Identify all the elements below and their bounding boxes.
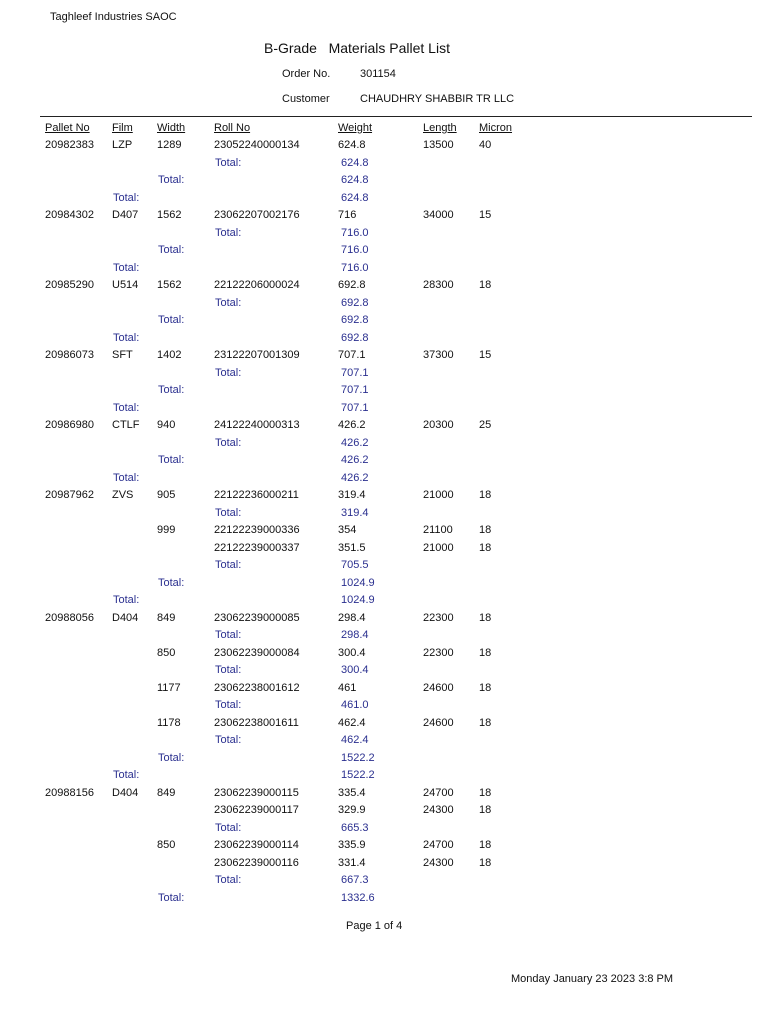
width-total-row bbox=[0, 577, 768, 595]
table-row bbox=[0, 524, 768, 542]
column-header-weight: Weight bbox=[338, 122, 373, 134]
micron-cell: 18 bbox=[479, 856, 492, 869]
total-value: 716.0 bbox=[341, 244, 369, 256]
table-row bbox=[0, 542, 768, 560]
total-value: 624.8 bbox=[341, 156, 369, 169]
weight-cell: 354 bbox=[338, 524, 357, 536]
total-label: Total: bbox=[215, 506, 242, 519]
length-cell: 24600 bbox=[423, 681, 454, 694]
roll-total-row bbox=[0, 507, 768, 525]
total-value: 692.8 bbox=[341, 296, 369, 309]
total-label: Total: bbox=[113, 261, 140, 274]
micron-cell: 18 bbox=[479, 279, 492, 291]
film-total-row bbox=[0, 402, 768, 420]
total-label: Total: bbox=[215, 156, 242, 169]
pallet-no-cell: 20988056 bbox=[45, 611, 94, 624]
total-value: 624.8 bbox=[341, 191, 369, 204]
total-label: Total: bbox=[215, 366, 242, 379]
table-row bbox=[0, 804, 768, 822]
roll-no-cell: 23122207001309 bbox=[214, 349, 300, 361]
width-cell: 1177 bbox=[157, 681, 181, 694]
table-row bbox=[0, 419, 768, 437]
total-value: 707.1 bbox=[341, 401, 369, 414]
micron-cell: 18 bbox=[479, 489, 492, 501]
total-value: 319.4 bbox=[341, 506, 369, 519]
pallet-no-cell: 20986073 bbox=[45, 349, 94, 361]
column-header-length: Length bbox=[423, 122, 457, 134]
width-cell: 1289 bbox=[157, 139, 182, 151]
total-value: 426.2 bbox=[341, 454, 369, 466]
roll-total-row bbox=[0, 559, 768, 577]
film-cell: D407 bbox=[112, 209, 139, 221]
width-cell: 999 bbox=[157, 524, 176, 536]
weight-cell: 298.4 bbox=[338, 611, 366, 624]
total-label: Total: bbox=[113, 769, 140, 781]
total-value: 707.1 bbox=[341, 366, 369, 379]
width-total-row bbox=[0, 752, 768, 770]
total-value: 298.4 bbox=[341, 629, 369, 641]
report-title: B-Grade Materials Pallet List bbox=[264, 40, 450, 56]
total-value: 716.0 bbox=[341, 261, 369, 274]
column-header-roll-no: Roll No bbox=[214, 122, 251, 134]
roll-total-row bbox=[0, 699, 768, 717]
weight-cell: 692.8 bbox=[338, 279, 366, 291]
roll-no-cell: 23052240000134 bbox=[214, 139, 300, 151]
page-number: Page 1 of 4 bbox=[346, 920, 403, 932]
length-cell: 24700 bbox=[423, 786, 454, 799]
total-label: Total: bbox=[158, 314, 185, 326]
width-total-row bbox=[0, 384, 768, 402]
weight-cell: 426.2 bbox=[338, 419, 366, 431]
width-cell: 850 bbox=[157, 839, 176, 851]
micron-cell: 18 bbox=[479, 541, 492, 554]
roll-total-row bbox=[0, 367, 768, 385]
roll-total-row bbox=[0, 157, 768, 175]
total-value: 300.4 bbox=[341, 664, 369, 676]
roll-total-row bbox=[0, 629, 768, 647]
film-total-row bbox=[0, 769, 768, 787]
length-cell: 21000 bbox=[423, 541, 454, 554]
roll-no-cell: 23062239000085 bbox=[214, 611, 300, 624]
micron-cell: 25 bbox=[479, 419, 492, 431]
total-label: Total: bbox=[158, 384, 185, 396]
width-cell: 849 bbox=[157, 611, 176, 624]
total-value: 1024.9 bbox=[341, 576, 375, 589]
total-value: 624.8 bbox=[341, 174, 369, 186]
weight-cell: 716 bbox=[338, 209, 357, 221]
roll-no-cell: 23062239000115 bbox=[214, 786, 299, 799]
weight-cell: 461 bbox=[338, 681, 357, 694]
roll-total-row bbox=[0, 734, 768, 752]
length-cell: 20300 bbox=[423, 419, 454, 431]
weight-cell: 300.4 bbox=[338, 646, 366, 659]
roll-total-row bbox=[0, 874, 768, 892]
pallet-no-cell: 20986980 bbox=[45, 419, 94, 431]
roll-no-cell: 22122239000337 bbox=[214, 541, 300, 554]
length-cell: 24700 bbox=[423, 839, 454, 851]
length-cell: 22300 bbox=[423, 646, 454, 659]
table-row bbox=[0, 349, 768, 367]
table-row bbox=[0, 717, 768, 735]
total-label: Total: bbox=[215, 664, 242, 676]
roll-no-cell: 23062238001611 bbox=[214, 716, 299, 729]
micron-cell: 18 bbox=[479, 611, 492, 624]
total-label: Total: bbox=[158, 244, 185, 256]
customer-label: Customer bbox=[282, 93, 330, 105]
film-total-row bbox=[0, 472, 768, 490]
total-label: Total: bbox=[113, 471, 140, 484]
customer-value: CHAUDHRY SHABBIR TR LLC bbox=[360, 93, 515, 105]
weight-cell: 462.4 bbox=[338, 716, 366, 729]
weight-cell: 335.9 bbox=[338, 839, 366, 851]
total-label: Total: bbox=[113, 331, 140, 344]
micron-cell: 15 bbox=[479, 349, 492, 361]
weight-cell: 329.9 bbox=[338, 804, 366, 816]
total-value: 462.4 bbox=[341, 734, 369, 746]
total-value: 1522.2 bbox=[341, 751, 375, 764]
roll-total-row bbox=[0, 822, 768, 840]
order-number-value: 301154 bbox=[360, 68, 396, 80]
width-cell: 849 bbox=[157, 786, 176, 799]
total-value: 716.0 bbox=[341, 226, 369, 239]
film-cell: LZP bbox=[112, 139, 133, 151]
table-row bbox=[0, 489, 768, 507]
roll-no-cell: 23062239000116 bbox=[214, 856, 299, 869]
table-row bbox=[0, 209, 768, 227]
film-cell: SFT bbox=[112, 349, 133, 361]
total-value: 426.2 bbox=[341, 436, 369, 449]
total-value: 426.2 bbox=[341, 471, 369, 484]
width-total-row bbox=[0, 892, 768, 910]
column-header-film: Film bbox=[112, 122, 133, 134]
total-value: 1522.2 bbox=[341, 769, 375, 781]
roll-total-row bbox=[0, 297, 768, 315]
total-value: 692.8 bbox=[341, 331, 369, 344]
roll-no-cell: 23062239000084 bbox=[214, 646, 300, 659]
table-row bbox=[0, 612, 768, 630]
roll-no-cell: 23062238001612 bbox=[214, 681, 300, 694]
width-cell: 940 bbox=[157, 419, 176, 431]
roll-no-cell: 22122206000024 bbox=[214, 279, 300, 291]
micron-cell: 18 bbox=[479, 524, 492, 536]
printed-timestamp: Monday January 23 2023 3:8 PM bbox=[511, 973, 674, 985]
pallet-no-cell: 20982383 bbox=[45, 139, 94, 151]
table-row bbox=[0, 139, 768, 157]
total-value: 705.5 bbox=[341, 559, 369, 571]
total-label: Total: bbox=[158, 751, 185, 764]
column-header-width: Width bbox=[157, 122, 186, 134]
width-cell: 1402 bbox=[157, 349, 182, 361]
length-cell: 22300 bbox=[423, 611, 454, 624]
roll-total-row bbox=[0, 437, 768, 455]
total-value: 461.0 bbox=[341, 699, 369, 711]
total-label: Total: bbox=[215, 296, 242, 309]
film-cell: U514 bbox=[112, 279, 139, 291]
micron-cell: 18 bbox=[479, 786, 492, 799]
roll-total-row bbox=[0, 227, 768, 245]
film-cell: ZVS bbox=[112, 489, 134, 501]
width-total-row bbox=[0, 244, 768, 262]
roll-no-cell: 23062239000114 bbox=[214, 839, 299, 851]
order-number-label: Order No. bbox=[282, 68, 331, 80]
total-value: 665.3 bbox=[341, 821, 369, 834]
film-cell: D404 bbox=[112, 786, 139, 799]
width-total-row bbox=[0, 314, 768, 332]
weight-cell: 331.4 bbox=[338, 856, 366, 869]
pallet-no-cell: 20987962 bbox=[45, 489, 94, 501]
film-cell: CTLF bbox=[112, 419, 140, 431]
column-header-micron: Micron bbox=[479, 122, 513, 134]
total-value: 707.1 bbox=[341, 384, 369, 396]
weight-cell: 335.4 bbox=[338, 786, 366, 799]
micron-cell: 40 bbox=[479, 139, 492, 151]
film-total-row bbox=[0, 192, 768, 210]
total-label: Total: bbox=[113, 191, 140, 204]
total-value: 667.3 bbox=[341, 874, 369, 886]
length-cell: 21000 bbox=[423, 489, 454, 501]
total-label: Total: bbox=[158, 174, 185, 186]
total-value: 1332.6 bbox=[341, 891, 375, 904]
width-cell: 850 bbox=[157, 646, 176, 659]
width-cell: 1562 bbox=[157, 209, 182, 221]
film-total-row bbox=[0, 332, 768, 350]
total-label: Total: bbox=[158, 891, 185, 904]
width-cell: 1562 bbox=[157, 279, 182, 291]
roll-no-cell: 22122236000211 bbox=[214, 489, 299, 501]
width-cell: 1178 bbox=[157, 716, 181, 729]
header-divider bbox=[40, 116, 752, 117]
table-row bbox=[0, 839, 768, 857]
table-row bbox=[0, 279, 768, 297]
roll-total-row bbox=[0, 664, 768, 682]
micron-cell: 18 bbox=[479, 681, 492, 694]
total-label: Total: bbox=[215, 226, 242, 239]
total-label: Total: bbox=[215, 559, 242, 571]
length-cell: 34000 bbox=[423, 209, 454, 221]
total-label: Total: bbox=[113, 594, 140, 606]
total-label: Total: bbox=[215, 699, 242, 711]
micron-cell: 18 bbox=[479, 646, 492, 659]
micron-cell: 18 bbox=[479, 716, 492, 729]
total-value: 1024.9 bbox=[341, 594, 375, 606]
weight-cell: 319.4 bbox=[338, 489, 366, 501]
roll-no-cell: 23062239000117 bbox=[214, 804, 299, 816]
length-cell: 24600 bbox=[423, 716, 454, 729]
total-label: Total: bbox=[215, 821, 242, 834]
total-label: Total: bbox=[113, 401, 140, 414]
pallet-no-cell: 20984302 bbox=[45, 209, 94, 221]
roll-no-cell: 23062207002176 bbox=[214, 209, 300, 221]
column-header-pallet-no: Pallet No bbox=[45, 122, 90, 134]
roll-no-cell: 22122239000336 bbox=[214, 524, 300, 536]
total-label: Total: bbox=[158, 576, 185, 589]
weight-cell: 707.1 bbox=[338, 349, 366, 361]
width-cell: 905 bbox=[157, 489, 176, 501]
length-cell: 24300 bbox=[423, 856, 454, 869]
weight-cell: 351.5 bbox=[338, 541, 366, 554]
width-total-row bbox=[0, 174, 768, 192]
total-value: 692.8 bbox=[341, 314, 369, 326]
pallet-table-body bbox=[0, 139, 768, 909]
length-cell: 21100 bbox=[423, 524, 453, 536]
table-row bbox=[0, 682, 768, 700]
film-total-row bbox=[0, 262, 768, 280]
roll-no-cell: 24122240000313 bbox=[214, 419, 300, 431]
weight-cell: 624.8 bbox=[338, 139, 366, 151]
total-label: Total: bbox=[215, 436, 242, 449]
micron-cell: 15 bbox=[479, 209, 492, 221]
total-label: Total: bbox=[215, 734, 242, 746]
total-label: Total: bbox=[215, 629, 242, 641]
pallet-no-cell: 20985290 bbox=[45, 279, 94, 291]
table-row bbox=[0, 647, 768, 665]
length-cell: 24300 bbox=[423, 804, 454, 816]
micron-cell: 18 bbox=[479, 839, 492, 851]
film-cell: D404 bbox=[112, 611, 139, 624]
length-cell: 28300 bbox=[423, 279, 454, 291]
pallet-no-cell: 20988156 bbox=[45, 786, 94, 799]
length-cell: 13500 bbox=[423, 139, 454, 151]
width-total-row bbox=[0, 454, 768, 472]
film-total-row bbox=[0, 594, 768, 612]
total-label: Total: bbox=[158, 454, 185, 466]
total-label: Total: bbox=[215, 874, 242, 886]
micron-cell: 18 bbox=[479, 804, 492, 816]
length-cell: 37300 bbox=[423, 349, 454, 361]
table-row bbox=[0, 857, 768, 875]
table-row bbox=[0, 787, 768, 805]
company-name: Taghleef Industries SAOC bbox=[50, 11, 177, 23]
